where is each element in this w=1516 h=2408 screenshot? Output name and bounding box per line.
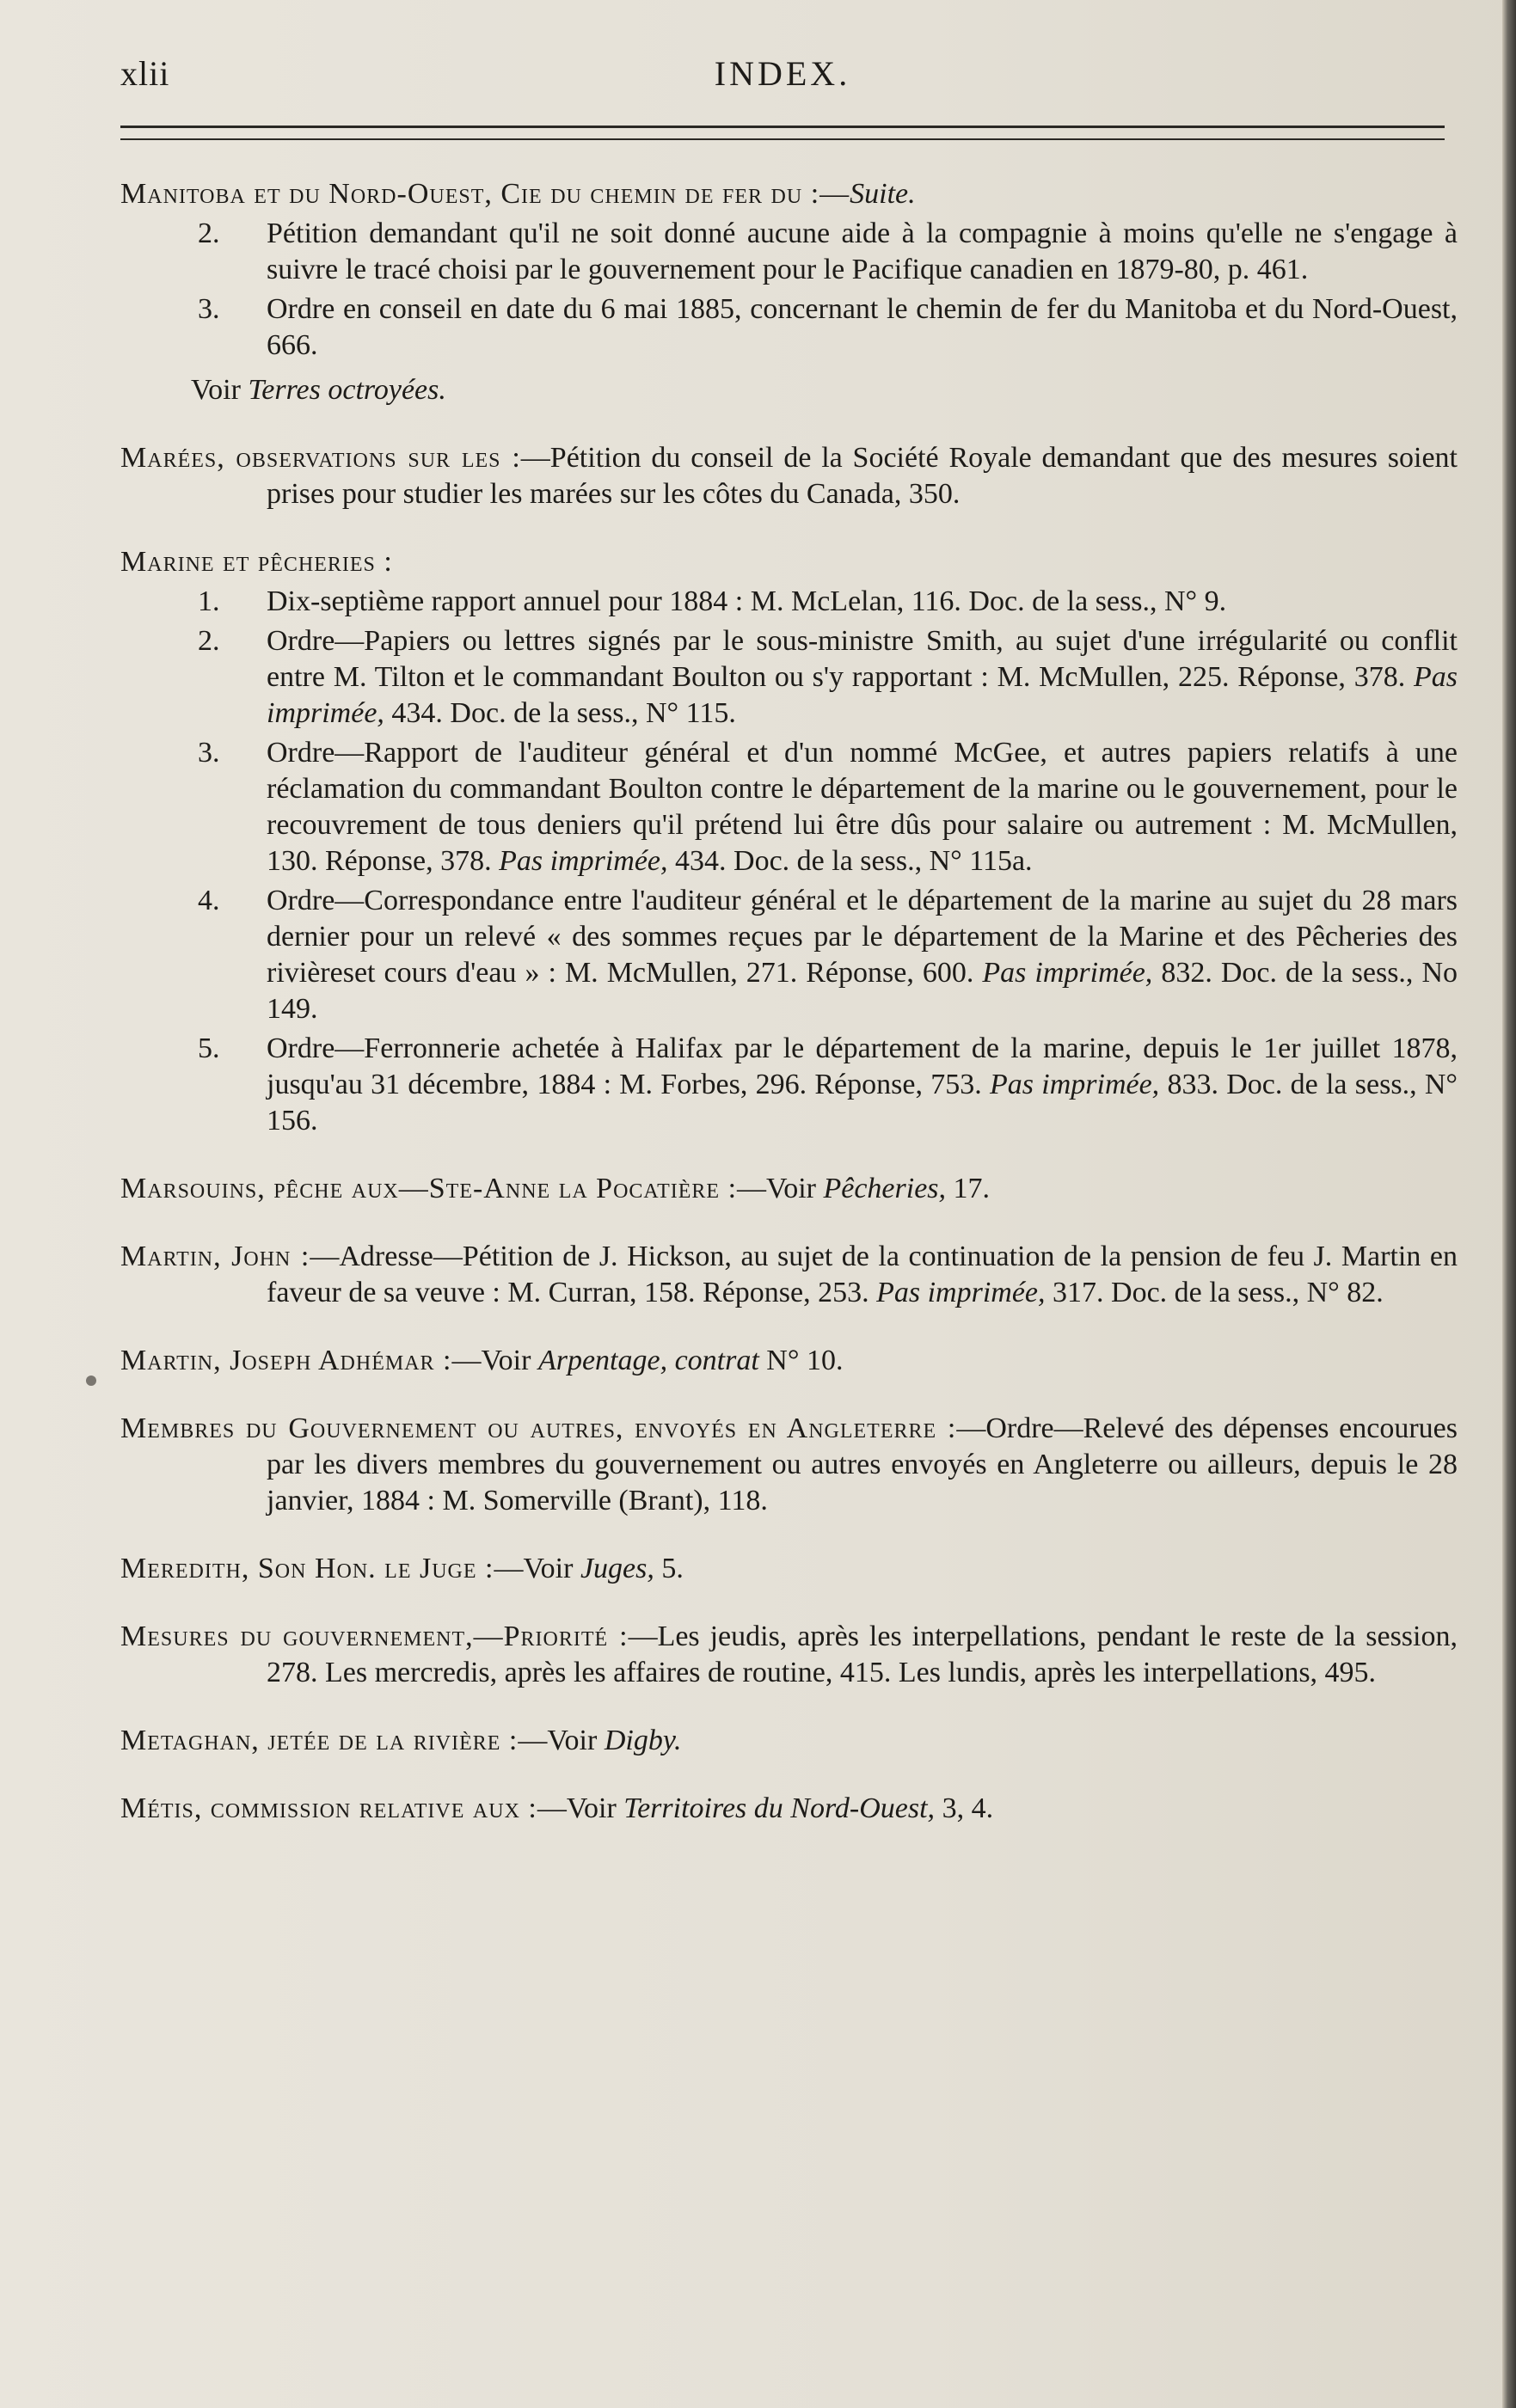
- entry-body: —Voir: [737, 1173, 816, 1204]
- item-number: 5.: [198, 1032, 220, 1064]
- page-edge-shadow: [1502, 0, 1516, 2408]
- index-entry-membres: [120, 1411, 1458, 1519]
- page-header: [120, 53, 1445, 105]
- entry-body: —Pétition du conseil de la Société Royale demandant que des mesures soient prises pour studier les marées sur les côtes du Canada, 350.: [267, 442, 1458, 510]
- item-italic: Pas imprimée,: [499, 845, 668, 877]
- entry-item: [120, 216, 1458, 288]
- entry-heading: Marées, observations sur les :: [120, 442, 521, 474]
- see-also: [120, 372, 1458, 408]
- item-text-tail: 434. Doc. de la sess., N° 115.: [391, 697, 736, 729]
- entry-heading: Manitoba et du Nord-Ouest, Cie du chemin de fer du :—: [120, 178, 850, 210]
- ink-speck: [86, 1376, 96, 1386]
- item-number: 3.: [198, 293, 220, 325]
- index-entry-metis: [120, 1791, 1458, 1827]
- entry-item: [120, 584, 1458, 620]
- entry-heading: Meredith, Son Hon. le Juge :: [120, 1553, 494, 1584]
- index-entry-mesures: [120, 1619, 1458, 1691]
- entry-heading: Metaghan, jetée de la rivière :: [120, 1725, 519, 1756]
- index-entry-marsouins: [120, 1171, 1458, 1207]
- page-number: xlii: [120, 54, 170, 93]
- see-also-target: Terres octroyées.: [248, 374, 446, 406]
- entry-body: —Adresse—Pétition de J. Hickson, au sujet de la continuation de la pension de feu J. Martin en faveur de sa veuve : M. Curran, 158. Réponse, 253.: [267, 1241, 1458, 1308]
- index-entry-metaghan: [120, 1723, 1458, 1759]
- item-italic: Pas imprimée,: [990, 1069, 1160, 1100]
- entry-heading: Membres du Gouvernement ou autres, envoyés en Angleterre :: [120, 1412, 957, 1444]
- index-entry-marine: [120, 544, 1458, 1139]
- entry-body: —Voir: [537, 1792, 617, 1824]
- item-text: Dix-septième rapport annuel pour 1884 : M. McLelan, 116. Doc. de la sess., N° 9.: [267, 585, 1227, 617]
- entry-heading: Martin, John :: [120, 1241, 310, 1272]
- header-rule: [120, 126, 1445, 140]
- entry-body: —Ordre—Relevé des dépenses encourues par les divers membres du gouvernement ou autres envoyés en Angleterre ou ailleurs, depuis le 28 janvier, 1884 : M. Somerville (Brant), 118.: [267, 1412, 1458, 1516]
- item-text: Ordre—Ferronnerie achetée à Halifax par le département de la marine, depuis le 1er juillet 1878, jusqu'au 31 décembre, 1884 : M. Forbes, 296. Réponse, 753.: [267, 1032, 1458, 1100]
- entry-italic: Pas imprimée,: [876, 1277, 1046, 1308]
- item-number: 3.: [198, 737, 220, 769]
- entry-heading: Marsouins, pêche aux—Ste-Anne la Pocatière :: [120, 1173, 738, 1204]
- entry-item: [120, 883, 1458, 1027]
- entry-tail: N° 10.: [766, 1345, 844, 1376]
- entry-body: —Voir: [451, 1345, 531, 1376]
- entry-italic: Arpentage, contrat: [537, 1345, 759, 1376]
- entry-heading: Marine et pêcheries :: [120, 546, 393, 578]
- entry-tail: 317. Doc. de la sess., N° 82.: [1053, 1277, 1384, 1308]
- entry-body: —Voir: [518, 1725, 598, 1756]
- item-text: Ordre en conseil en date du 6 mai 1885, concernant le chemin de fer du Manitoba et du Nord-Ouest, 666.: [267, 293, 1458, 361]
- entry-heading: Mesures du gouvernement,—Priorité :: [120, 1621, 629, 1652]
- item-text: Ordre—Papiers ou lettres signés par le sous-ministre Smith, au sujet d'une irrégularité ou conflit entre M. Tilton et le commandant Boulton ou s'y rapportant : M. McMullen, 225. Réponse, 378.: [267, 625, 1458, 693]
- entry-tail: 17.: [953, 1173, 991, 1204]
- item-number: 1.: [198, 585, 220, 617]
- index-entry-martin-joseph: [120, 1343, 1458, 1379]
- item-text-tail: 434. Doc. de la sess., N° 115a.: [675, 845, 1033, 877]
- item-number: 2.: [198, 625, 220, 657]
- entry-italic: Territoires du Nord-Ouest,: [623, 1792, 936, 1824]
- item-italic: Pas imprimée,: [982, 957, 1153, 989]
- see-also-label: Voir: [191, 374, 241, 406]
- entry-item: [120, 1031, 1458, 1139]
- entry-heading: Métis, commission relative aux :: [120, 1792, 537, 1824]
- entry-tail: 3, 4.: [942, 1792, 994, 1824]
- item-text-tail: 832. Doc. de la sess., No 149.: [267, 957, 1458, 1025]
- index-entry-meredith: [120, 1551, 1458, 1587]
- item-number: 2.: [198, 218, 220, 249]
- entry-italic: Digby.: [604, 1725, 682, 1756]
- item-italic: Pas imprimée,: [267, 661, 1458, 729]
- entry-italic: Pêcheries,: [823, 1173, 947, 1204]
- entry-italic: Juges,: [580, 1553, 654, 1584]
- index-entry-martin-john: [120, 1239, 1458, 1311]
- entry-tail: 5.: [661, 1553, 684, 1584]
- running-title: INDEX.: [714, 54, 851, 93]
- index-entry-marees: [120, 440, 1458, 512]
- item-number: 4.: [198, 885, 220, 916]
- entry-item: [120, 623, 1458, 732]
- index-entry-manitoba: [120, 176, 1458, 408]
- entry-heading-suffix: Suite.: [850, 178, 916, 210]
- entry-body: —Voir: [494, 1553, 574, 1584]
- entry-body: —Les jeudis, après les interpellations, pendant le reste de la session, 278. Les mercredis, après les affaires de routine, 415. Les lundis, après les interpellations, 495.: [267, 1621, 1458, 1688]
- entry-heading: Martin, Joseph Adhémar :: [120, 1345, 452, 1376]
- item-text: Pétition demandant qu'il ne soit donné aucune aide à la compagnie à moins qu'elle ne s'engage à suivre le tracé choisi par le gouvernement pour le Pacifique canadien en 1879-80, p. 461.: [267, 218, 1458, 285]
- item-text-tail: 833. Doc. de la sess., N° 156.: [267, 1069, 1458, 1137]
- entry-item: [120, 735, 1458, 879]
- item-text: Ordre—Correspondance entre l'auditeur général et le département de la marine au sujet du 28 mars dernier pour un relevé « des sommes reçues par le département de la Marine et des Pêcheries des rivièreset cours d'eau » : M. McMullen, 271. Réponse, 600.: [267, 885, 1458, 989]
- index-entries: [120, 176, 1458, 1859]
- item-text: Ordre—Rapport de l'auditeur général et d'un nommé McGee, et autres papiers relatifs à une réclamation du commandant Boulton contre le département de la marine ou le gouvernement, pour le recouvrement de tous deniers qu'il prétend lui être dûs pour salaire ou autrement : M. McMullen, 130. Réponse, 378.: [267, 737, 1458, 877]
- entry-item: [120, 291, 1458, 364]
